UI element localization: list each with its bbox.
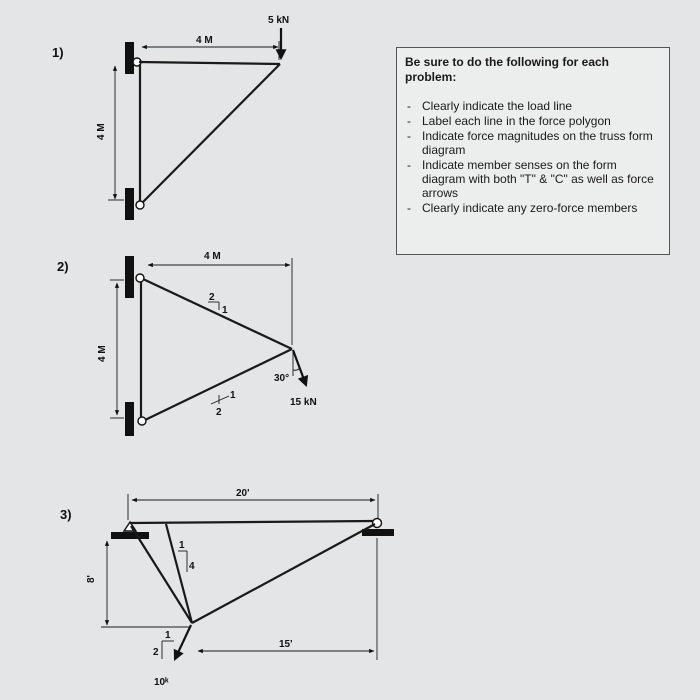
instructions-list: [405, 99, 661, 215]
problem-1-load-label: 5 kN: [268, 15, 290, 26]
problem-3-load-slope-rise: 1: [165, 630, 171, 641]
problem-2: [57, 251, 317, 436]
problem-3-width-label: 20': [236, 488, 250, 499]
problem-2-lower-slope-rise: 1: [230, 390, 236, 401]
problem-2-height-label: 4 M: [97, 345, 108, 362]
problem-3: [60, 488, 394, 688]
problem-3-height-label: 8': [86, 575, 97, 583]
problem-2-load-label: 15 kN: [290, 397, 317, 408]
instruction-item: - Clearly indicate any zero-force members: [405, 201, 661, 215]
problem-2-upper-member: [143, 279, 292, 349]
problem-1-bottom-wall-support: [125, 188, 134, 220]
problem-1-top-wall-support: [125, 42, 134, 74]
problem-3-right-roller: [373, 519, 382, 528]
problem-1-number: 1): [52, 45, 64, 60]
problem-1-width-label: 4 M: [196, 35, 213, 46]
problem-3-strut-slope-run: 4: [189, 561, 195, 572]
problem-2-bottom-pin: [138, 417, 146, 425]
problem-1-top-member: [139, 62, 280, 64]
problem-1-diagonal-member: [143, 64, 280, 202]
instructions-heading: Be sure to do the following for each problem:: [405, 55, 610, 84]
problem-3-middle-strut: [166, 524, 192, 623]
problem-1-height-label: 4 M: [96, 123, 107, 140]
instruction-item: - Clearly indicate the load line: [405, 99, 661, 113]
problem-2-lower-slope-bar: [211, 396, 229, 404]
problem-2-top-wall-support: [125, 256, 134, 298]
problem-3-load-arrow: [175, 625, 191, 659]
problem-3-number: 3): [60, 507, 72, 522]
problem-3-top-chord: [130, 521, 373, 523]
problem-2-angle-label: 30°: [274, 373, 290, 384]
problem-3-bottom-width-label: 15': [279, 639, 293, 650]
problem-3-right-support: [362, 529, 394, 536]
problem-2-top-pin: [136, 274, 144, 282]
problem-2-upper-slope-rise: 2: [209, 292, 215, 303]
problem-2-width-label: 4 M: [204, 251, 221, 262]
instruction-item: - Label each line in the force polygon: [405, 114, 661, 128]
problem-3-left-support: [111, 532, 149, 539]
instructions-box: [396, 47, 670, 255]
problem-3-strut-slope-rise: 1: [179, 540, 185, 551]
problem-3-right-diagonal: [192, 524, 375, 623]
problem-1-bottom-pin: [136, 201, 144, 209]
problem-3-load-label: 10ᵏ: [154, 677, 169, 688]
instruction-item: - Indicate member senses on the form diagram with both "T" & "C" as well as force arrows: [405, 158, 661, 200]
problem-2-number: 2): [57, 259, 69, 274]
problem-3-load-slope-run: 2: [153, 647, 159, 658]
problem-1: [52, 15, 289, 220]
problem-2-lower-slope-run: 2: [216, 407, 222, 418]
problem-2-upper-slope-run: 1: [222, 305, 228, 316]
problem-2-load-arrow: [293, 350, 306, 385]
problem-2-bottom-wall-support: [125, 402, 134, 436]
instruction-item: - Indicate force magnitudes on the truss form diagram: [405, 129, 661, 157]
